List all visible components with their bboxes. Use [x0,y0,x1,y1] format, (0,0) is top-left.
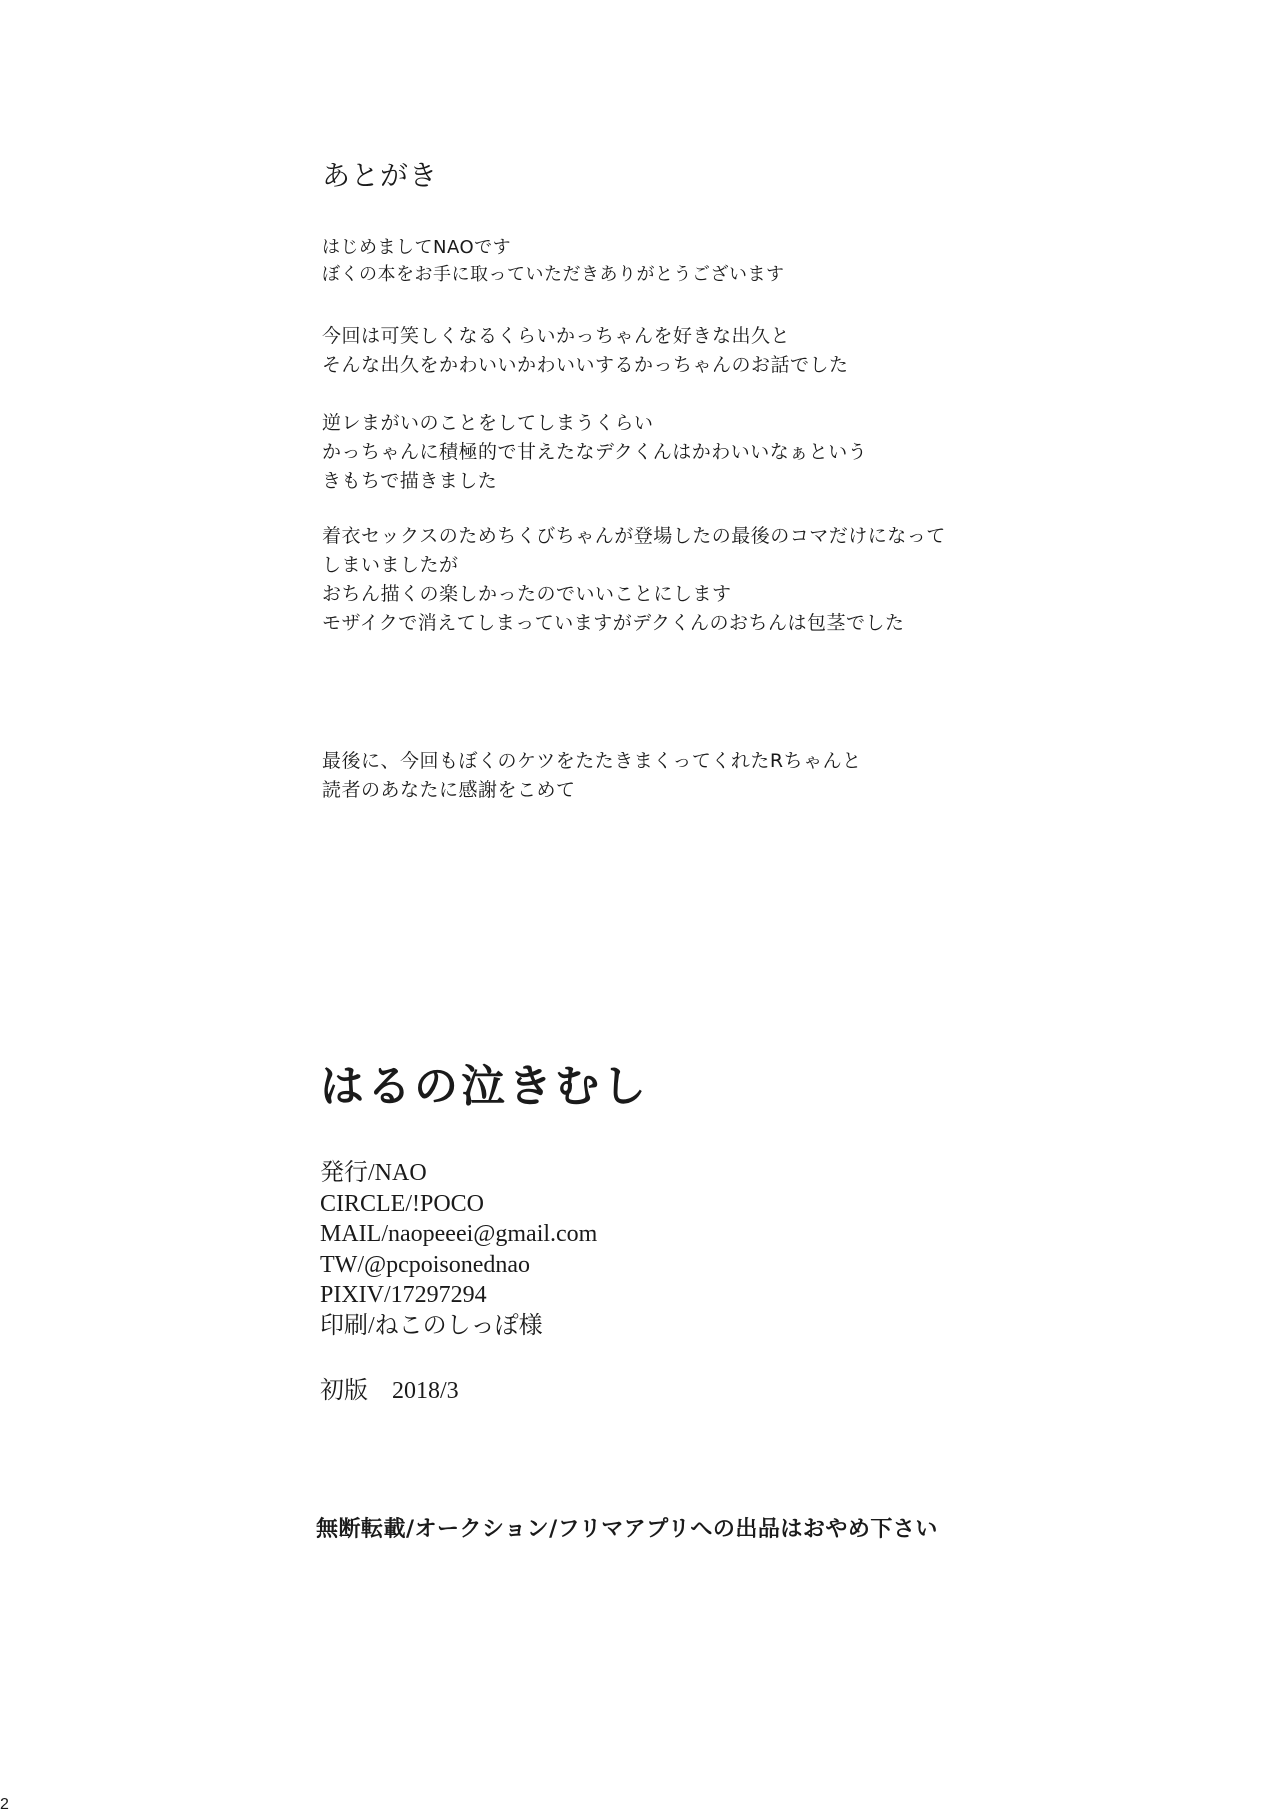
colophon-mail: MAIL/naopeeei@gmail.com [320,1221,598,1247]
colophon-circle: CIRCLE/!POCO [320,1190,485,1217]
afterword-line: 今回は可笑しくなるくらいかっちゃんを好きな出久と [322,325,791,347]
afterword-line: おちん描くの楽しかったのでいいことにします [322,583,732,605]
afterword-line: 着衣セックスのためちくびちゃんが登場したの最後のコマだけになって [322,525,946,547]
colophon-list [320,1158,597,1341]
edition-date: 初版 2018/3 [320,1378,459,1404]
colophon-publisher: 発行/NAO [320,1160,427,1186]
afterword-line: はじめましてNAOです [322,237,512,258]
afterword-paragraph-5 [322,747,862,805]
afterword-line: 読者のあなたに感謝をこめて [322,779,576,801]
afterword-heading: あとがき [322,159,439,192]
afterword-line: モザイクで消えてしまっていますがデクくんのおちんは包茎でした [322,612,905,634]
book-title: はるの泣きむし [320,1061,649,1112]
afterword-line: ぼくの本をお手に取っていただきありがとうございます [322,264,785,285]
afterword-line: 逆レまがいのことをしてしまうくらい [322,412,654,434]
page-number: 2 [0,1796,9,1813]
colophon-printer: 印刷/ねこのしっぽ様 [320,1312,543,1339]
colophon-pixiv: PIXIV/17297294 [320,1282,487,1308]
afterword-line: 最後に、今回もぼくのケツをたたきまくってくれたRちゃんと [322,750,862,772]
afterword-line: きもちで描きました [322,470,498,492]
afterword-paragraph-2 [322,322,849,380]
afterword-line: かっちゃんに積極的で甘えたなデクくんはかわいいなぁという [322,441,868,463]
afterword-paragraph-4 [322,522,946,638]
afterword-paragraph-1 [322,234,785,288]
reprint-notice: 無断転載/オークション/フリマアプリへの出品はおやめ下さい [316,1517,938,1542]
afterword-line: そんな出久をかわいいかわいいするかっちゃんのお話でした [322,354,849,376]
colophon-twitter: TW/@pcpoisonednao [320,1251,531,1278]
afterword-paragraph-3 [322,409,867,496]
afterword-line: しまいましたが [322,554,459,576]
